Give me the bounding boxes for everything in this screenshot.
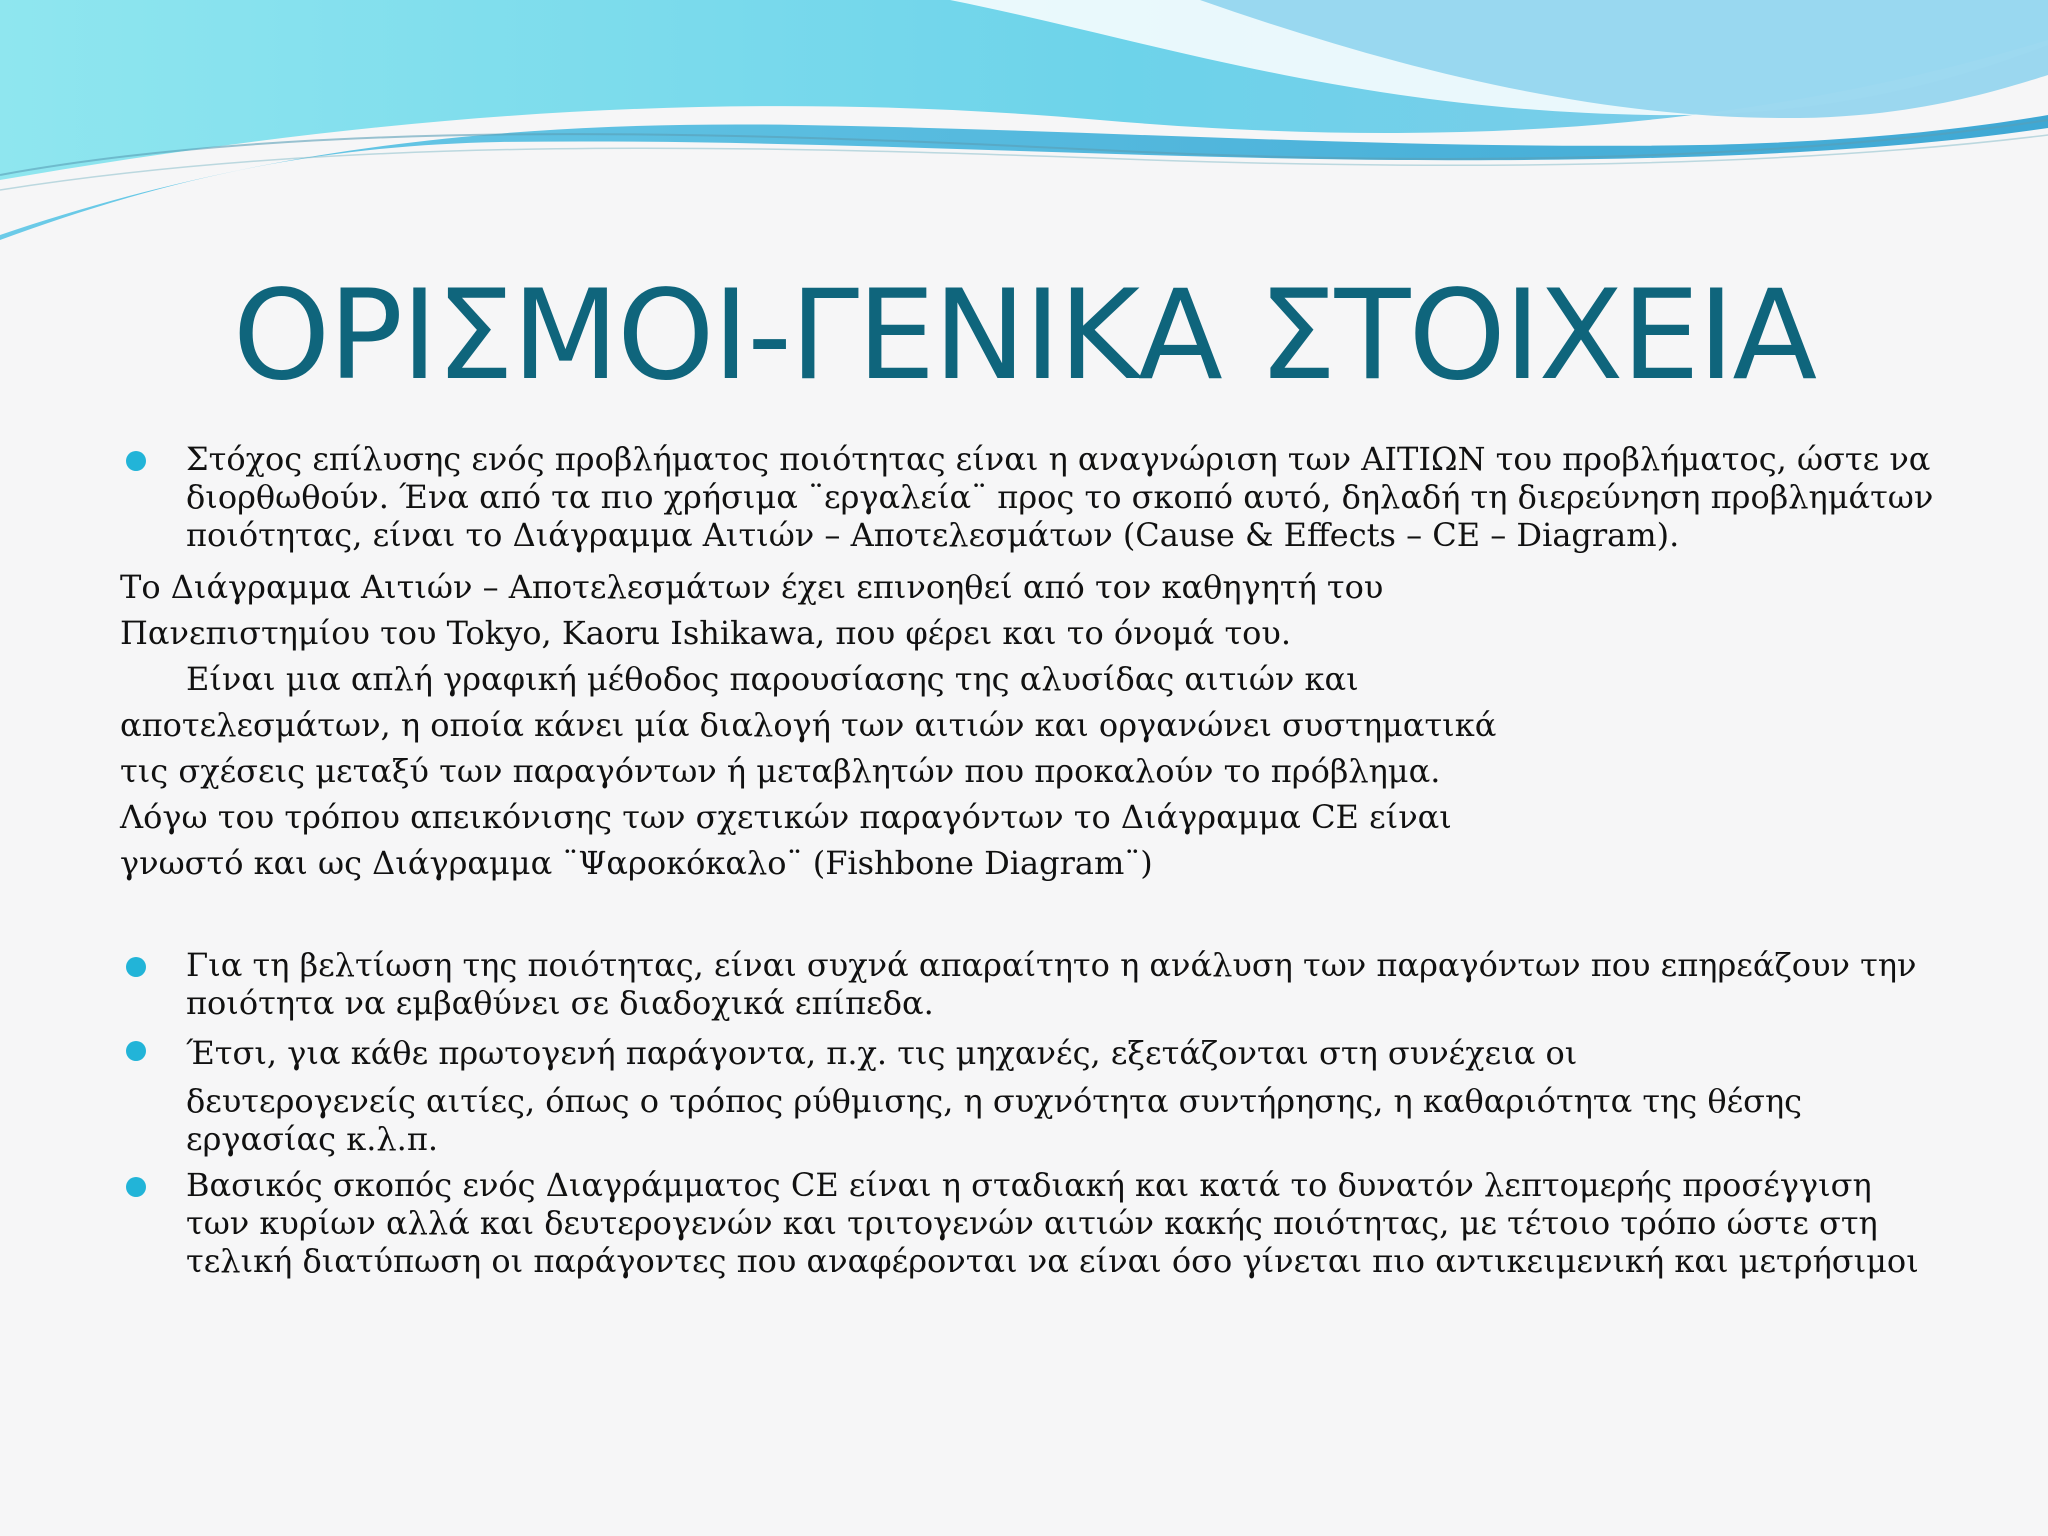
bullet-item-goal — [120, 440, 1940, 554]
bullet-dot-icon — [126, 451, 146, 471]
paragraph-line: αποτελεσμάτων, η οποία κάνει μία διαλογή των αιτιών και οργανώνει συστηματικά — [120, 706, 1497, 744]
bullet-item-improvement — [120, 946, 1940, 1022]
bullet-text-line: δευτερογενείς αιτίες, όπως ο τρόπος ρύθμισης, η συχνότητα συντήρησης, η καθαριότητα της θέσης εργασίας κ.λ.π. — [186, 1082, 1803, 1158]
paragraph-line: Λόγω του τρόπου απεικόνισης των σχετικών παραγόντων το Διάγραμμα CE είναι — [120, 798, 1452, 836]
paragraph-line: Είναι μια απλή γραφική μέθοδος παρουσίασης της αλυσίδας αιτιών και — [186, 660, 1359, 698]
bullet-item-main-purpose — [120, 1166, 1940, 1280]
bullet-text: Στόχος επίλυσης ενός προβλήματος ποιότητας είναι η αναγνώριση των ΑΙΤΙΩΝ του προβλήματος, ώστε να διορθωθούν. Ένα από τα πιο χρήσιμα ¨εργαλεία¨ προς το σκοπό αυτό, δηλαδή τη διερεύνηση προβλημάτων ποιότητας, είναι το Διάγραμμα Αιτιών – Αποτελεσμάτων (Cause & Effects – CE – Diagram). — [186, 440, 1934, 554]
bullet-dot-icon — [126, 957, 146, 977]
wave-header-decoration — [0, 0, 2048, 240]
bullet-text: Βασικός σκοπός ενός Διαγράμματος CE είναι η σταδιακή και κατά το δυνατόν λεπτομερής προσέγγιση των κυρίων αλλά και δευτερογενών και τριτογενών αιτιών κακής ποιότητας, με τέτοιο τρόπο ώστε στη τελική διατύπωση οι παράγοντες που αναφέρονται να είναι όσο γίνεται πιο αντικειμενική και μετρήσιμοι — [186, 1166, 1919, 1280]
bullet-item-secondary-causes — [120, 1030, 1940, 1158]
slide-content — [120, 440, 1940, 1280]
paragraph-line: γνωστό και ως Διάγραμμα ¨Ψαροκόκαλο¨ (Fishbone Diagram¨) — [120, 844, 1153, 882]
bullet-text: Για τη βελτίωση της ποιότητας, είναι συχνά απαραίτητο η ανάλυση των παραγόντων που επηρεάζουν την ποιότητα να εμβαθύνει σε διαδοχικά επίπεδα. — [186, 946, 1917, 1022]
slide-title: ΟΡΙΣΜΟΙ-ΓΕΝΙΚΑ ΣΤΟΙΧΕΙΑ — [232, 264, 1816, 408]
bullet-text-line: Έτσι, για κάθε πρωτογενή παράγοντα, π.χ. τις μηχανές, εξετάζονται στη συνέχεια οι — [186, 1034, 1578, 1072]
paragraph-line: τις σχέσεις μεταξύ των παραγόντων ή μεταβλητών που προκαλούν το πρόβλημα. — [120, 752, 1441, 790]
paragraph-line: Πανεπιστημίου του Tokyo, Kaoru Ishikawa, που φέρει και το όνομά του. — [120, 614, 1292, 652]
bullet-dot-icon — [126, 1041, 146, 1061]
spacer — [120, 886, 1940, 946]
paragraph-line: Το Διάγραμμα Αιτιών – Αποτελεσμάτων έχει επινοηθεί από τον καθηγητή του — [120, 568, 1384, 606]
paragraph-ishikawa — [120, 564, 1940, 886]
bullet-dot-icon — [126, 1177, 146, 1197]
